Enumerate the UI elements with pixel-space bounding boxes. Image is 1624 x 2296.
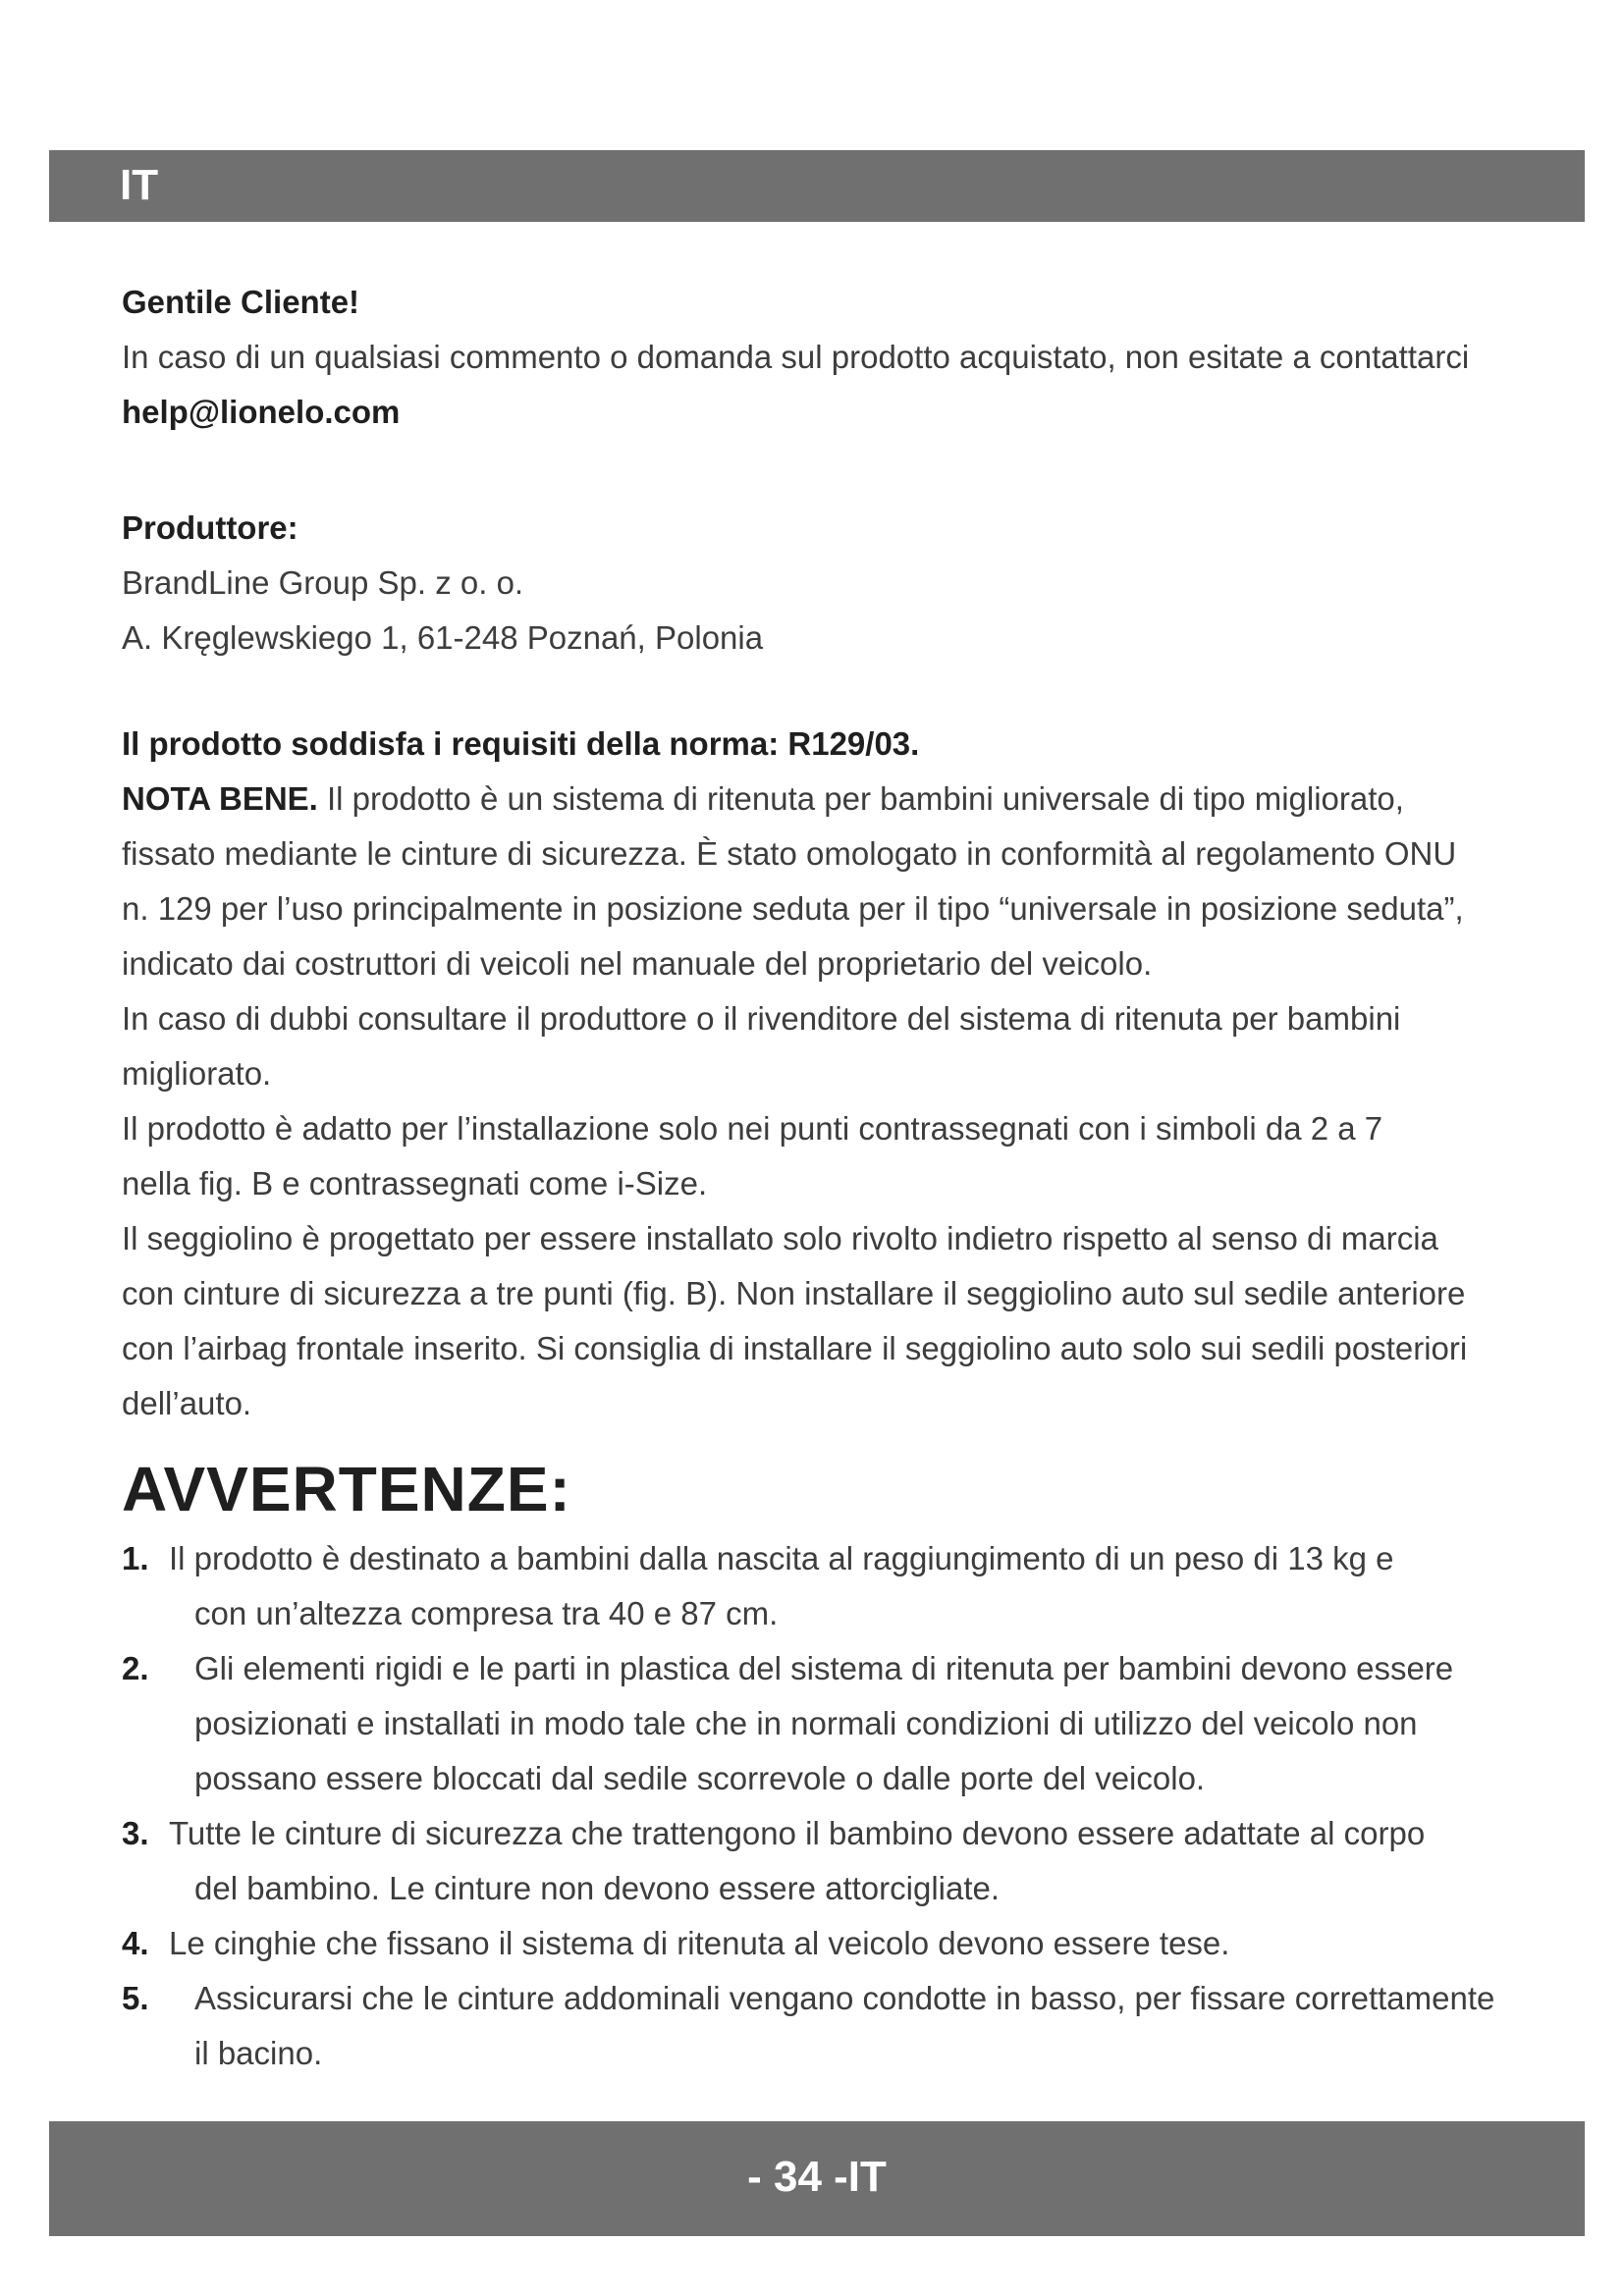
warning-item: [122, 1531, 1565, 1641]
header-bar: [49, 150, 1585, 222]
warning-line: Assicurarsi che le cinture addominali vengano condotte in basso, per fissare correttamente: [194, 1980, 1495, 2016]
warning-number: 1.: [122, 1540, 149, 1576]
norm-line: con l’airbag frontale inserito. Si consiglia di installare il seggiolino auto solo sui sedili posteriori: [122, 1330, 1468, 1366]
warning-line: posizionati e installati in modo tale che in normali condizioni di utilizzo del veicolo non: [194, 1705, 1418, 1741]
language-code: IT: [120, 161, 159, 209]
norm-line: dell’auto.: [122, 1385, 252, 1421]
warning-item: [122, 1971, 1565, 2081]
nota-label: NOTA BENE.: [122, 780, 318, 817]
manufacturer-address: A. Kręglewskiego 1, 61-248 Poznań, Polonia: [122, 619, 764, 656]
greeting-text: In caso di un qualsiasi commento o domanda sul prodotto acquistato, non esitate a contattarci: [122, 339, 1470, 375]
warning-line: Gli elementi rigidi e le parti in plastica del sistema di ritenuta per bambini devono essere: [194, 1650, 1454, 1686]
manufacturer-name: BrandLine Group Sp. z o. o.: [122, 564, 524, 601]
manufacturer-section: [122, 501, 1565, 666]
warning-number: 2.: [122, 1650, 149, 1686]
norm-line: Il seggiolino è progettato per essere installato solo rivolto indietro rispetto al senso di marcia: [122, 1220, 1438, 1256]
warning-line: del bambino. Le cinture non devono essere attorcigliate.: [194, 1870, 1001, 1906]
warning-line: possano essere bloccati dal sedile scorrevole o dalle porte del veicolo.: [194, 1760, 1206, 1796]
warning-line: Le cinghie che fissano il sistema di ritenuta al veicolo devono essere tese.: [169, 1925, 1230, 1961]
norm-line: con cinture di sicurezza a tre punti (fig. B). Non installare il seggiolino auto sul sedile anteriore: [122, 1275, 1466, 1311]
norm-line: In caso di dubbi consultare il produttore o il rivenditore del sistema di ritenuta per bambini: [122, 1000, 1401, 1037]
norm-title: Il prodotto soddisfa i requisiti della norma: R129/03.: [122, 725, 920, 762]
norm-line: migliorato.: [122, 1055, 272, 1092]
warning-item: [122, 1806, 1565, 1916]
warning-line: Tutte le cinture di sicurezza che trattengono il bambino devono essere adattate al corpo: [169, 1815, 1426, 1851]
nota-text: Il prodotto è un sistema di ritenuta per bambini universale di tipo migliorato,: [317, 780, 1404, 817]
norm-line: Il prodotto è adatto per l’installazione solo nei punti contrassegnati con i simboli da 2 a 7: [122, 1110, 1383, 1147]
support-email: help@lionelo.com: [122, 394, 401, 430]
norm-line: fissato mediante le cinture di sicurezza. È stato omologato in conformità al regolamento ONU: [122, 835, 1457, 872]
norm-section: [122, 717, 1565, 1431]
warning-item: [122, 1916, 1565, 1971]
footer-bar: [49, 2121, 1585, 2236]
norm-line: nella fig. B e contrassegnati come i-Size.: [122, 1165, 708, 1201]
warnings-list: [122, 1531, 1565, 2081]
manufacturer-label: Produttore:: [122, 509, 298, 546]
page-content: [122, 275, 1565, 2081]
warning-number: 3.: [122, 1815, 149, 1851]
page-number: - 34 -IT: [747, 2153, 887, 2201]
warning-number: 4.: [122, 1925, 149, 1961]
warning-line: con un’altezza compresa tra 40 e 87 cm.: [194, 1595, 779, 1631]
greeting-title: Gentile Cliente!: [122, 284, 360, 320]
greeting-section: [122, 275, 1565, 440]
nota-line: [122, 772, 1565, 827]
warning-line: Il prodotto è destinato a bambini dalla nascita al raggiungimento di un peso di 13 kg e: [169, 1540, 1394, 1576]
norm-line: n. 129 per l’uso principalmente in posizione seduta per il tipo “universale in posizione seduta”,: [122, 890, 1464, 927]
warning-line: il bacino.: [194, 2035, 323, 2071]
warnings-title: AVVERTENZE:: [122, 1454, 571, 1524]
norm-line: indicato dai costruttori di veicoli nel manuale del proprietario del veicolo.: [122, 945, 1153, 982]
warning-item: [122, 1641, 1565, 1806]
warning-number: 5.: [122, 1980, 149, 2016]
